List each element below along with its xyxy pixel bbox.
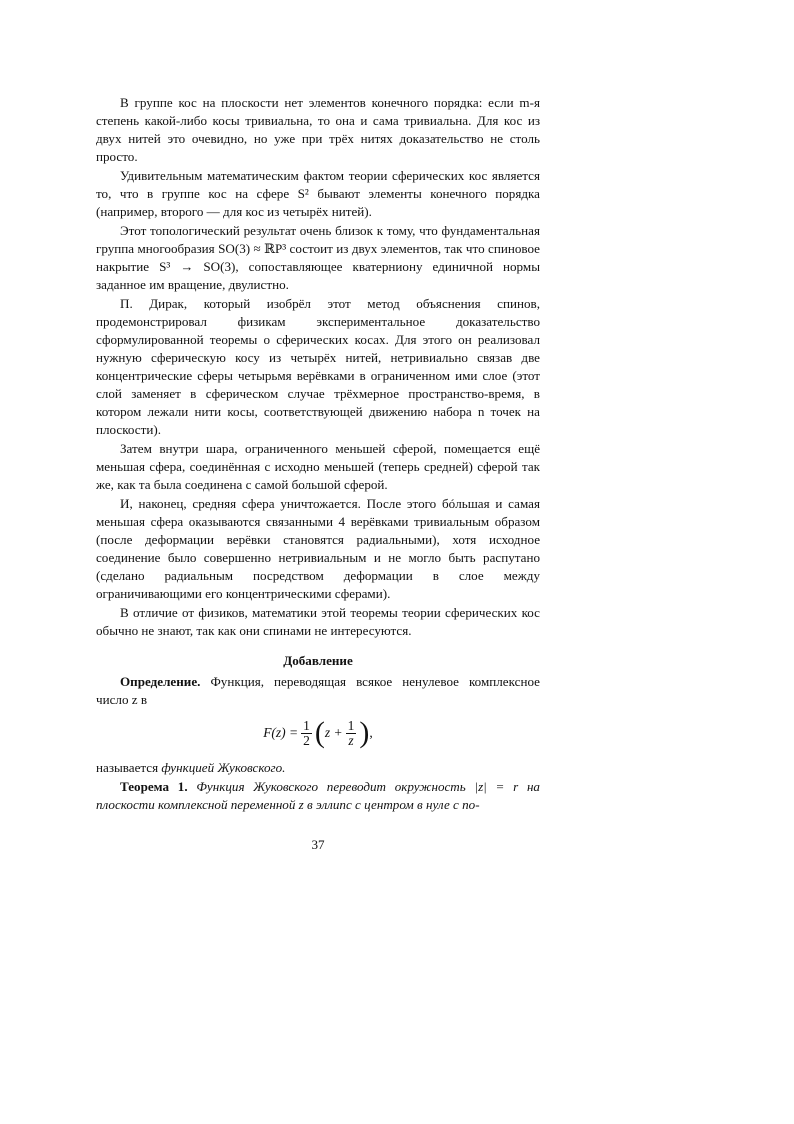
paragraph-dirac: П. Дирак, который изобрёл этот метод объяснения спинов, продемонстрировал физикам экспериментальное доказательство сформулированной теоремы о сферических косах. Для этого он реализовал нужную сферическую косу из четырёх нитей, нетривиально связав две концентрические сферы четырьмя верёвками в ограниченном ими слое (этот слой заменяет в сферическом случае трёхмерное пространство-время, в котором лежали нити косы, соответствующей движению набора n точек на плоскости).	[96, 296, 540, 437]
left-paren-glyph: (	[314, 716, 325, 749]
theorem-text: Функция Жуковского переводит окружность |z| = r на плоскости комплексной переменной z в эллипс с центром в нуле с по-	[96, 779, 540, 812]
section-title: Добавление	[283, 653, 353, 668]
definition-paragraph	[96, 673, 540, 709]
fraction-half-denominator: 2	[303, 732, 310, 748]
theorem-paragraph	[96, 778, 540, 814]
page-number: 37	[311, 837, 325, 852]
definition-after: называется	[96, 760, 159, 775]
paragraph-spherical-braids: Удивительным математическим фактом теории сферических кос является то, что в группе кос на сфере S² бывают элементы конечного порядка (например, второго — для кос из четырёх нитей).	[96, 168, 540, 219]
formula-fraction-half	[301, 719, 312, 748]
theorem-label: Теорема 1.	[120, 779, 188, 794]
formula-inner-z: z +	[324, 725, 343, 740]
paragraph-inner-sphere: Затем внутри шара, ограниченного меньшей сферой, помещается ещё меньшая сфера, соединённая с исходно меньшей (теперь средней) сферой так же, как та была соединена с самой большой сферой.	[96, 441, 540, 492]
paragraph-middle-sphere: И, наконец, средняя сфера уничтожается. После этого бóльшая и самая меньшая сфера оказываются связанными 4 верёвками тривиальным образом (после деформации верёвки становятся радиальными), хотя исходное соединение было совершенно нетривиальным и не могло быть распутано (сделано радиальным посредством деформации в слое между ограничивающими его концентрическими сферами).	[96, 496, 540, 601]
paragraph-mathematicians: В отличие от физиков, математики этой теоремы теории сферических кос обычно не знают, так как они спинами не интересуются.	[96, 605, 540, 638]
right-paren-glyph: )	[359, 716, 370, 749]
paragraph-braid-groups: В группе кос на плоскости нет элементов конечного порядка: если m-я степень какой-либо косы тривиальна, то она и сама тривиальна. Для кос из двух нитей это очевидно, но уже при трёх нитях доказательство не столь просто.	[96, 95, 540, 164]
document-page	[96, 94, 540, 854]
paragraph-topological-result: Этот топологический результат очень близок к тому, что фундаментальная группа многообразия SO(3) ≈ ℝP³ состоит из двух элементов, так что спиновое накрытие S³ → SO(3), сопоставляющее кватерниону единичной нормы заданное им вращение, двулистно.	[96, 223, 540, 292]
definition-label: Определение.	[120, 674, 201, 689]
definition-conclusion	[96, 759, 540, 777]
definition-text: Функция, переводящая всякое ненулевое комплексное число z в	[96, 674, 540, 707]
definition-term: функцией Жуковского.	[161, 760, 286, 775]
fraction-inverse-numerator: 1	[347, 717, 355, 733]
formula-fraction-inverse	[346, 719, 357, 748]
fraction-inverse-denominator: z	[348, 732, 354, 748]
zhukovsky-formula	[96, 713, 540, 753]
formula-lhs: F(z) =	[263, 725, 299, 740]
fraction-half-numerator: 1	[303, 717, 310, 733]
formula-tail: ,	[369, 725, 373, 740]
